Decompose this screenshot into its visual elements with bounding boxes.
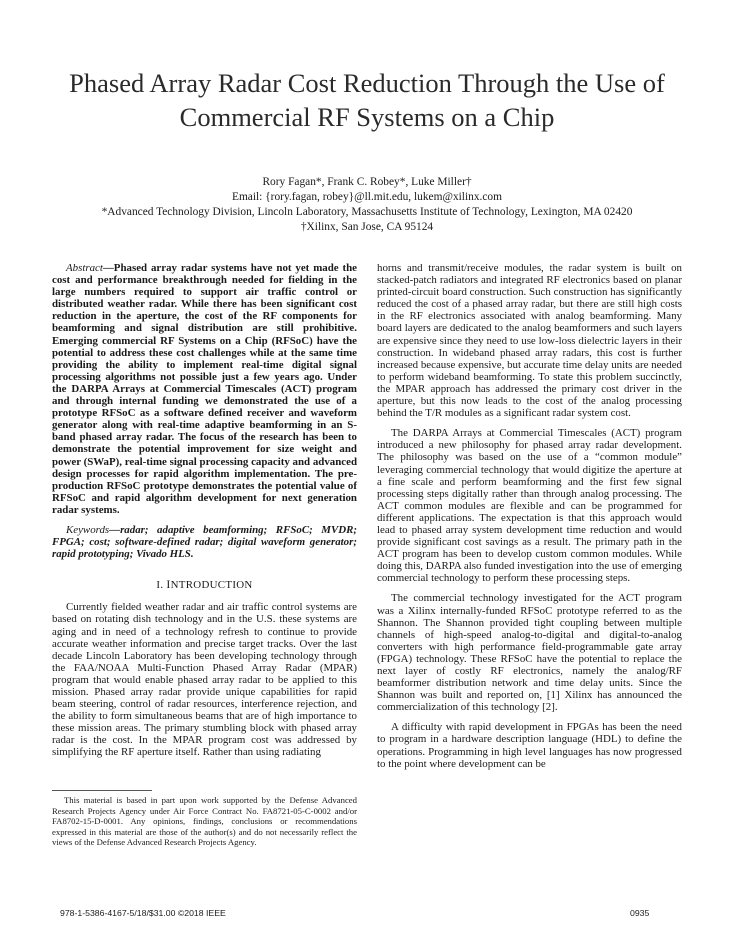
body-paragraph-4: A difficulty with rapid development in FPGAs has been the need to program in a hardware description language (HDL) to define the operations. Programming in high level languages has now progressed to the point where development can be <box>377 721 682 770</box>
section-title-rest: NTRODUCTION <box>170 579 253 592</box>
keywords <box>52 524 357 560</box>
section-title-initial: I <box>166 577 171 592</box>
body-paragraph-1: horns and transmit/receive modules, the radar system is built on stacked-patch radiators and integrated RF electronics based on planar printed-circuit board construction. Such construction has significantly reduced the cost of a phased array radar, but there are still high costs in the RF electronics associated with analog beamforming. Many board layers are dedicated to the analog beamformers and such layers are expensive since they need to use low-loss dielectric layers in their construction. In wideband phased array radars, this cost is further increased because expensive, but accurate time delay units are needed to perform wideband beamforming. To state this problem succinctly, the MPAR approach has addressed the primary cost driver in the aperture, but this now leads to the cost of the analog processing behind the T/R modules as a significant radar system cost. <box>377 262 682 420</box>
keywords-body: —radar; adaptive beamforming; RFSoC; MVDR; FPGA; cost; software-defined radar; digital waveform generator; rapid prototyping; Vivado HLS. <box>52 523 357 561</box>
abstract-lead: Abstract <box>66 262 103 274</box>
footnote-text: This material is based in part upon work supported by the Defense Advanced Research Projects Agency under Air Force Contract No. FA8721-05-C-0002 and/or FA8702-15-D-0001. Any opinions, findings, conclusions or recommendations expressed in this material are those of the author(s) and do not necessarily reflect the views of the Defense Advanced Research Projects Agency. <box>52 795 357 847</box>
page-number: 0935 <box>630 908 650 918</box>
affiliation-xilinx: †Xilinx, San Jose, CA 95124 <box>300 221 434 233</box>
copyright-footer: 978-1-5386-4167-5/18/$31.00 ©2018 IEEE <box>60 908 226 918</box>
body-paragraph-2: The DARPA Arrays at Commercial Timescales (ACT) program introduced a new philosophy for phased array radar development. The philosophy was based on the use of a “common module” leveraging commercial technology that would digitize the aperture at a fine scale and perform beamforming and the first few signal processing steps digitally rather than through analog processing. The ACT common modules are flexible and can be programmed for different applications. The expectation is that this approach would lead to phased array system development time reduction and would provide significant cost savings as a result. The primary path in the ACT program has been to develop custom common modules. While doing this, DARPA also funded investigation into the use of emerging commercial technology to perform these processing steps. <box>377 427 682 585</box>
footnote-divider <box>52 790 152 791</box>
author-list: Rory Fagan*, Frank C. Robey*, Luke Miller† <box>262 176 472 188</box>
body-paragraph-3: The commercial technology investigated for the ACT program was a Xilinx internally-funded RFSoC prototype referred to as the Shannon. The Shannon provided tight coupling between multiple channels of high-speed analog-to-digital and digital-to-analog converters with high performance field-programmable gate array (FPGA) technology. These RFSoC have the potential to replace the next layer of costly RF electronics, namely the analog/RF beamformer distribution network and time delay units. Since the Shannon was built and reported on, [1] Xilinx has announced the commercialization of this technology [2]. <box>377 592 682 714</box>
abstract-body: —Phased array radar systems have not yet made the cost and performance breakthrough needed for fielding in the large numbers required to support air traffic control or distributed weather radar. While there has been significant cost reduction in the aperture, the cost of the RF components for beamforming and signal distribution are still prohibitive. Emerging commercial RF Systems on a Chip (RFSoC) have the potential to address these cost challenges while at the same time providing the ability to implement real-time digital signal processing algorithms not possible just a few years ago. Under the DARPA Arrays at Commercial Timescales (ACT) program and through internal funding we demonstrated the use of a prototype RFSoC as a software defined receiver and waveform generator along with real-time adaptive beamforming in an S-band phased array radar. The focus of the research has been to demonstrate the potential improvement for size weight and power (SWaP), real-time signal processing capacity and advanced design processes for rapid algorithm implementation. The pre-production RFSoC prototype demonstrates the potential value of RFSoC and rapid algorithm development for next generation radar systems. <box>52 262 357 516</box>
section-number: I. <box>156 579 164 592</box>
affiliation-lincoln: *Advanced Technology Division, Lincoln Laboratory, Massachusetts Institute of Technology, Lexington, MA 02420 <box>101 206 633 218</box>
keywords-lead: Keywords <box>66 523 110 536</box>
right-column <box>377 262 682 778</box>
abstract <box>52 262 357 516</box>
intro-paragraph-1: Currently fielded weather radar and air traffic control systems are based on rotating dish technology and in the U.S. these systems are aging and in need of a technology refresh to continue to provide accurate weather information and precise target tracks. Over the last decade Lincoln Laboratory has been developing technology through the FAA/NOAA Multi-Function Phased Array Radar (MPAR) program that would enable phased array radar to be applied to this mission. Phased array radar provide unique capabilities for rapid beam steering, control of radar resources, interference rejection, and the ability to form simultaneous beams that are of high importance to these mission areas. The primary stumbling block with phased array radar is the cost. In the MPAR program cost was addressed by simplifying the RF aperture itself. Rather than using radiating <box>52 601 357 759</box>
section-heading-introduction <box>52 578 357 591</box>
left-column <box>52 262 357 767</box>
author-emails: Email: {rory.fagan, robey}@ll.mit.edu, lukem@xilinx.com <box>231 191 502 203</box>
paper-title: Phased Array Radar Cost Reduction Through the Use of Commercial RF Systems on a Chip <box>69 68 665 132</box>
funding-footnote <box>52 795 357 848</box>
